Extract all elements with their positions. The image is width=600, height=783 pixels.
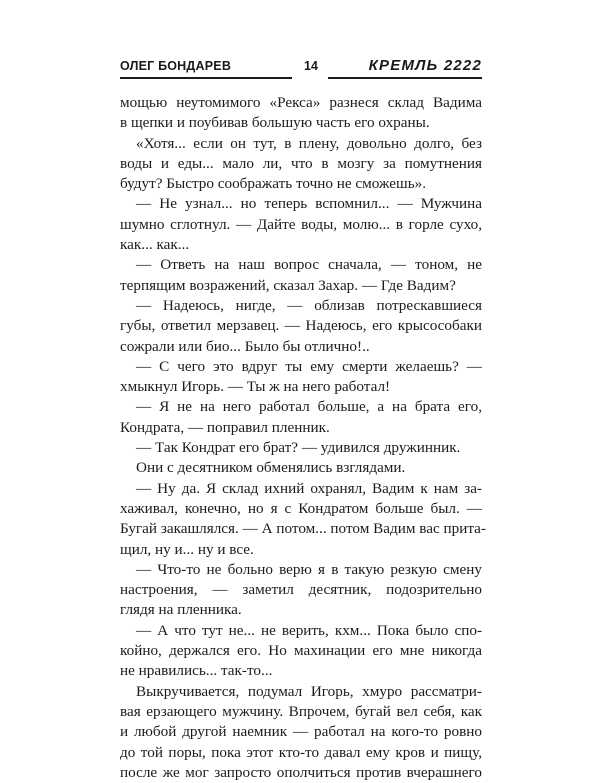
body-text bbox=[120, 93, 486, 783]
text-line: будут? Быстро соображать точно не сможешь». bbox=[120, 175, 427, 193]
text-line: вая ерзающего мужчину. Впрочем, бугай вел себя, как bbox=[120, 702, 482, 720]
text-line: губы, ответил мерзавец. — Надеюсь, его крысособаки bbox=[120, 317, 482, 335]
text-line: глядя на пленника. bbox=[120, 601, 242, 619]
text-line: в щепки и поубивав большую часть его охраны. bbox=[120, 114, 430, 132]
text-line: — Надеюсь, нигде, — облизав потрескавшиеся bbox=[136, 296, 482, 314]
text-line: — С чего это вдруг ты ему смерти желаешь? — bbox=[136, 357, 482, 375]
text-line: и любой другой наемник — работал на кого-то ровно bbox=[120, 723, 482, 741]
text-line: хмыкнул Игорь. — Ты ж на него работал! bbox=[120, 378, 391, 396]
text-line: до той поры, пока этот кто-то давал ему кров и пищу, bbox=[120, 743, 482, 761]
text-line: как... как... bbox=[120, 236, 190, 254]
text-line: щил, ну и... ну и все. bbox=[120, 540, 254, 558]
header-rule-left bbox=[120, 77, 292, 79]
text-line: настроения, — заметил десятник, подозрительно bbox=[120, 581, 482, 599]
text-line: — А что тут не... не верить, кхм... Пока было спо- bbox=[136, 621, 482, 639]
text-line: Кондрата, — поправил пленник. bbox=[120, 418, 330, 436]
text-line: — Ответь на наш вопрос сначала, — тоном, не bbox=[136, 256, 482, 274]
text-line: хаживал, конечно, но я с Кондратом больше был. — bbox=[120, 499, 482, 517]
text-line: воды и еды... мало ли, что в мозгу за помутнения bbox=[120, 154, 482, 172]
header-book-title: КРЕМЛЬ 2222 bbox=[368, 57, 482, 74]
text-line: не нравились... так-то... bbox=[120, 662, 273, 680]
text-line: терпящим возражений, сказал Захар. — Где Вадим? bbox=[120, 276, 456, 294]
text-line: — Не узнал... но теперь вспомнил... — Мужчина bbox=[136, 195, 482, 213]
text-line: сожрали или био... Было бы отлично!.. bbox=[120, 337, 370, 355]
text-line: шумно сглотнул. — Дайте воды, молю... в горле сухо, bbox=[120, 215, 482, 233]
header-rule-right bbox=[328, 77, 482, 79]
text-line: Выкручивается, подумал Игорь, хмуро рассматри- bbox=[136, 682, 482, 700]
text-line: койно, держался его. Но махинации его мне никогда bbox=[120, 642, 482, 660]
page-number: 14 bbox=[304, 59, 318, 73]
text-line: «Хотя... если он тут, в плену, довольно долго, без bbox=[136, 134, 482, 152]
text-line: Они с десятником обменялись взглядами. bbox=[136, 459, 406, 477]
text-line: — Что-то не больно верю я в такую резкую смену bbox=[136, 560, 482, 578]
text-line: после же мог запросто ополчиться против вчерашнего bbox=[120, 763, 482, 781]
text-line: Бугай закашлялся. — А потом... потом Вадим вас прита- bbox=[120, 520, 486, 538]
running-header bbox=[120, 58, 482, 80]
text-line: — Я не на него работал больше, а на брата его, bbox=[136, 398, 482, 416]
header-author: ОЛЕГ БОНДАРЕВ bbox=[120, 59, 232, 73]
text-line: — Ну да. Я склад ихний охранял, Вадим к нам за- bbox=[136, 479, 482, 497]
text-line: мощью неутомимого «Рекса» разнеся склад Вадима bbox=[120, 94, 482, 111]
text-line: — Так Кондрат его брат? — удивился дружинник. bbox=[136, 439, 461, 457]
